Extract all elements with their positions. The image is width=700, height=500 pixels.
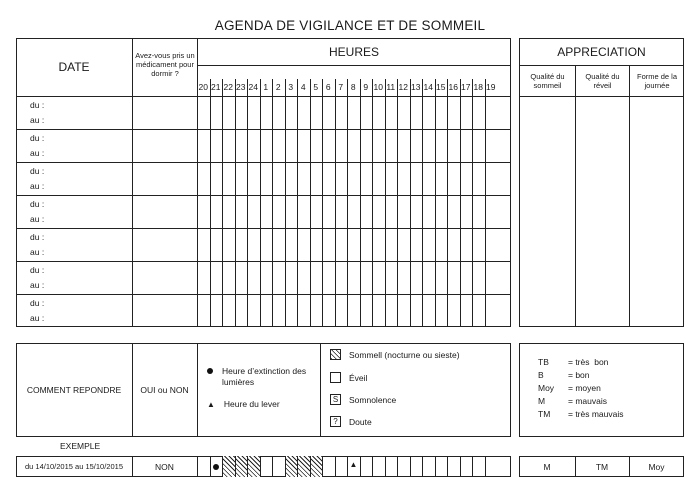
row-to-label: au : — [30, 115, 45, 125]
hours-header: HEURES — [328, 44, 379, 59]
example-grid-line — [410, 456, 411, 477]
example-sleep-cell — [285, 456, 298, 477]
row-to-label: au : — [30, 214, 45, 224]
example-grid-line — [422, 456, 423, 477]
example-label: EXEMPLE — [60, 441, 101, 451]
row-to-label: au : — [30, 280, 45, 290]
hour-label: 14 — [423, 82, 433, 92]
hour-grid-line — [285, 79, 286, 327]
example-grid-line — [322, 456, 323, 477]
hour-label: 24 — [248, 82, 258, 92]
hour-label: 15 — [436, 82, 446, 92]
hour-grid-line — [260, 79, 261, 327]
row-to-label: au : — [30, 148, 45, 158]
hour-label: 2 — [275, 82, 281, 92]
empty-square-icon — [330, 372, 341, 383]
example-day-form: Moy — [648, 461, 665, 472]
example-grid-line — [347, 456, 348, 477]
sleep-quality-header: Qualité du sommeil — [530, 72, 565, 90]
hour-label: 19 — [486, 82, 496, 92]
hour-label: 23 — [236, 82, 246, 92]
wake-up-text: Heure du lever — [223, 399, 280, 409]
row-from-label: du : — [30, 265, 45, 275]
dot-icon — [207, 368, 213, 374]
row-divider — [16, 195, 511, 196]
row-divider — [16, 162, 511, 163]
hour-label: 6 — [325, 82, 331, 92]
example-sleep-cell — [297, 456, 310, 477]
doubt-text: Doute — [349, 416, 372, 427]
hour-grid-line — [460, 79, 461, 327]
lights-off-legend — [206, 366, 316, 388]
hour-label: 9 — [363, 82, 369, 92]
hour-label: 18 — [473, 82, 483, 92]
scale-code: TB — [538, 357, 549, 367]
hour-grid-line — [397, 79, 398, 327]
hour-label: 12 — [398, 82, 408, 92]
hour-grid-line — [485, 79, 486, 327]
example-grid-line — [272, 456, 273, 477]
example-grid-line — [485, 456, 486, 477]
hour-grid-line — [310, 79, 311, 327]
hour-grid-line — [360, 79, 361, 327]
example-lights-off-dot-icon — [213, 464, 219, 470]
awake-legend — [330, 372, 367, 383]
example-sleep-cell — [235, 456, 248, 477]
date-header: DATE — [58, 60, 90, 74]
row-to-label: au : — [30, 181, 45, 191]
row-from-label: du : — [30, 100, 45, 110]
scale-meaning: = bon — [568, 370, 590, 380]
hour-label: 20 — [198, 82, 208, 92]
hour-label: 21 — [211, 82, 221, 92]
hour-label: 17 — [461, 82, 471, 92]
wake-quality-header: Qualité du réveil — [585, 72, 620, 90]
example-wake-quality: TM — [595, 461, 609, 472]
how-to-label: COMMENT REPONDRE — [26, 385, 122, 395]
hour-grid-line — [235, 79, 236, 327]
page-title: AGENDA DE VIGILANCE ET DE SOMMEIL — [214, 18, 486, 33]
scale-code: M — [538, 396, 546, 406]
example-grid-line — [235, 456, 236, 477]
example-wake-up-arrow-icon: ▲ — [349, 460, 358, 469]
example-grid-line — [460, 456, 461, 477]
hour-grid-line — [422, 79, 423, 327]
hour-grid-line — [410, 79, 411, 327]
example-grid-line — [435, 456, 436, 477]
hour-label: 8 — [350, 82, 356, 92]
scale-code: TM — [538, 409, 551, 419]
hour-grid-line — [272, 79, 273, 327]
row-divider — [16, 129, 511, 130]
row-to-label: au : — [30, 313, 45, 323]
scale-meaning: = moyen — [568, 383, 601, 393]
awake-text: Éveil — [349, 372, 368, 383]
scale-meaning: = mauvais — [568, 396, 607, 406]
s-square-icon: S — [330, 394, 341, 405]
day-form-header: Forme de la journée — [636, 72, 678, 90]
lights-off-text: Heure d’extinction des lumières — [222, 366, 307, 387]
example-sleep-cell — [310, 456, 323, 477]
row-from-label: du : — [30, 199, 45, 209]
example-grid-line — [372, 456, 373, 477]
hour-grid-line — [210, 79, 211, 327]
hour-grid-line — [322, 79, 323, 327]
example-medication: NON — [155, 461, 174, 472]
hour-grid-line — [247, 79, 248, 327]
example-grid-line — [472, 456, 473, 477]
hour-label: 22 — [223, 82, 233, 92]
hour-label: 1 — [263, 82, 269, 92]
hour-grid-line — [297, 79, 298, 327]
example-grid-line — [297, 456, 298, 477]
drowsy-legend — [330, 394, 396, 405]
example-sleep-cell — [222, 456, 235, 477]
row-divider — [16, 294, 511, 295]
example-grid-line — [310, 456, 311, 477]
row-from-label: du : — [30, 298, 45, 308]
scale-code: Moy — [538, 383, 555, 393]
row-divider — [16, 261, 511, 262]
row-to-label: au : — [30, 247, 45, 257]
wake-up-legend — [206, 399, 280, 409]
appreciation-header: APPRECIATION — [557, 44, 646, 59]
hour-grid-line — [347, 79, 348, 327]
example-grid-line — [335, 456, 336, 477]
arrow-up-icon: ▲ — [207, 399, 215, 409]
hour-grid-line — [447, 79, 448, 327]
example-sleep-cell — [247, 456, 260, 477]
row-divider — [16, 228, 511, 229]
question-square-icon: ? — [330, 416, 341, 427]
yes-no-label: OUI ou NON — [140, 385, 189, 395]
example-grid-line — [260, 456, 261, 477]
hour-grid-line — [335, 79, 336, 327]
medication-header: Avez-vous pris un médicament pour dormir ? — [135, 50, 195, 78]
hour-label: 4 — [300, 82, 306, 92]
example-grid-line — [397, 456, 398, 477]
row-from-label: du : — [30, 133, 45, 143]
sleep-text: Sommell (nocturne ou sieste) — [349, 349, 460, 360]
hour-grid-line — [435, 79, 436, 327]
hour-label: 13 — [411, 82, 421, 92]
hour-label: 7 — [338, 82, 344, 92]
hour-label: 10 — [373, 82, 383, 92]
hour-label: 16 — [448, 82, 458, 92]
example-grid-line — [210, 456, 211, 477]
drowsy-text: Somnolence — [349, 394, 397, 405]
example-date: du 14/10/2015 au 15/10/2015 — [24, 462, 123, 471]
example-grid-line — [360, 456, 361, 477]
scale-meaning: = très mauvais — [568, 409, 624, 419]
hour-grid-line — [372, 79, 373, 327]
hour-label: 11 — [386, 82, 396, 92]
scale-meaning: = très bon — [568, 357, 609, 367]
example-sleep-quality: M — [543, 461, 551, 472]
hour-label: 3 — [288, 82, 294, 92]
hour-grid-line — [472, 79, 473, 327]
example-grid-line — [285, 456, 286, 477]
hour-label: 5 — [313, 82, 319, 92]
example-grid-line — [247, 456, 248, 477]
hour-grid-line — [222, 79, 223, 327]
hour-grid-line — [385, 79, 386, 327]
doubt-legend — [330, 416, 372, 427]
scale-code: B — [538, 370, 544, 380]
example-grid-line — [222, 456, 223, 477]
hatched-square-icon — [330, 349, 341, 360]
row-from-label: du : — [30, 232, 45, 242]
sleep-legend — [330, 349, 460, 360]
example-grid-line — [447, 456, 448, 477]
row-from-label: du : — [30, 166, 45, 176]
example-grid-line — [385, 456, 386, 477]
